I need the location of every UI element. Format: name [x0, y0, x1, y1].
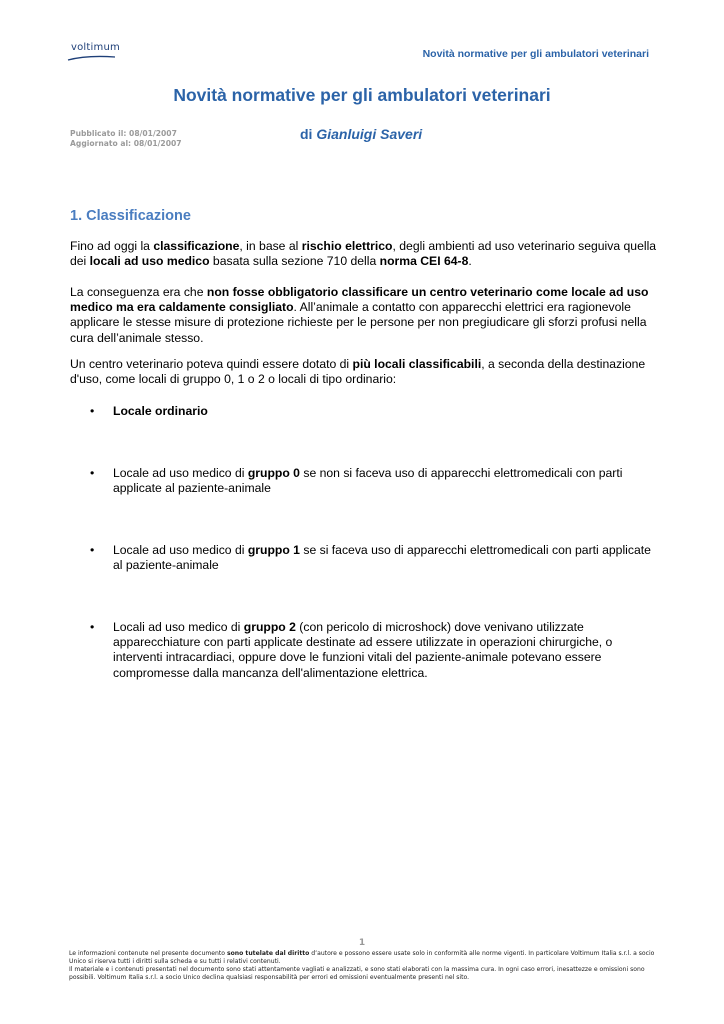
text-run: basata sulla sezione 710 della	[209, 254, 380, 269]
bold-text-run: gruppo 2	[243, 620, 296, 634]
text-run: , degli ambienti ad uso veterinario seguiva quella dei	[70, 239, 657, 269]
text-run: Locale ad uso medico di	[113, 466, 248, 480]
bold-text-run: gruppo 1	[247, 543, 300, 557]
list-item-text	[113, 466, 658, 496]
list-item-text	[113, 404, 658, 419]
text-run: Locale ad uso medico di	[113, 543, 248, 557]
author-name: Gianluigi Saveri	[316, 126, 423, 142]
list-item-text	[113, 543, 658, 573]
author-byline	[300, 126, 422, 142]
text-run: Il materiale e i contenuti presentati nel documento sono stati attentamente vagliati e analizzati, e sono stati elaborati con la massima cura. In ogni caso errori, inesattezze e omissioni sono possibili. Voltimum Italia s.r.l. a socio Unico declina qualsiasi responsabilità per errori ed omissioni eventualmente presenti nel sito.	[69, 966, 645, 981]
text-run: (con pericolo di microshock) dove venivano utilizzate apparecchiature con parti applicate destinate ad essere utilizzate in operazioni chirurgiche, o interventi intracardiaci, oppure dove le funzioni vitali del paziente-animale potevano essere compromesse dalla mancanza dell'alimentazione elettrica.	[113, 620, 613, 680]
bold-text-run: non fosse obbligatorio classificare un centro veterinario come locale ad uso medico ma era caldamente consigliato	[70, 285, 649, 315]
text-run: d’autore e possono essere usate solo in conformità alle norme vigenti. In particolare Voltimum Italia s.r.l. a socio Unico si riserva tutti i diritti sulla scheda e su tutti i relativi contenuti.	[69, 950, 655, 965]
text-run: , in base al	[239, 239, 302, 253]
text-run: se si faceva uso di apparecchi elettromedicali con parti applicate al paziente-animale	[113, 543, 651, 573]
text-run: Fino ad oggi la	[70, 239, 154, 253]
section-heading: 1. Classificazione	[70, 208, 191, 224]
text-run: La conseguenza era che	[70, 285, 207, 299]
legal-footer	[69, 950, 655, 982]
document-title: Novità normative per gli ambulatori veterinari	[173, 85, 551, 105]
bold-text-run: norma CEI 64-8	[379, 254, 469, 269]
text-run: . All’animale a contatto con apparecchi elettrici era ragionevole applicare le stesse misure di protezione richieste per le persone per non pregiudicare gli sforzi profusi nella cura dell’animale stesso.	[70, 300, 647, 345]
paragraph-veterinary-center	[70, 357, 660, 387]
text-run: Locali ad uso medico di	[113, 620, 244, 634]
published-date: Pubblicato il: 08/01/2007	[70, 129, 177, 138]
bold-text-run: locali ad uso medico	[89, 254, 210, 269]
bullet-icon: •	[90, 466, 95, 480]
bold-text-run: sono tutelate dal diritto	[226, 950, 310, 957]
logo-swoosh-icon	[67, 52, 117, 62]
text-run: , a seconda della destinazione d'uso, come locali di gruppo 0, 1 o 2 o locali di tipo ordinario:	[70, 357, 646, 387]
publication-meta	[70, 129, 182, 149]
bold-text-run: classificazione	[153, 239, 240, 253]
text-run: .	[468, 254, 472, 269]
voltimum-logo	[67, 42, 127, 64]
text-run: se non si faceva uso di apparecchi elettromedicali con parti applicate al paziente-animale	[113, 466, 623, 496]
bold-text-run: Locale ordinario	[113, 404, 208, 418]
text-run: Le informazioni contenute nel presente documento	[69, 950, 227, 957]
page-number: 1	[358, 938, 366, 948]
footer-disclaimer	[69, 966, 655, 982]
text-run: Un centro veterinario poteva quindi essere dotato di	[70, 357, 353, 371]
running-header: Novità normative per gli ambulatori veterinari	[422, 48, 649, 60]
bullet-icon: •	[90, 543, 95, 557]
bold-text-run: rischio elettrico	[301, 239, 393, 253]
bullet-icon: •	[90, 404, 95, 418]
bullet-icon: •	[90, 620, 95, 634]
byline-prefix: di	[300, 126, 317, 142]
logo-wordmark: voltimum	[71, 42, 120, 53]
bold-text-run: più locali classificabili	[352, 357, 482, 371]
footer-copyright	[69, 950, 655, 966]
bold-text-run: gruppo 0	[247, 466, 300, 480]
list-item-text	[113, 620, 658, 681]
paragraph-classification	[70, 239, 660, 269]
paragraph-consequence	[70, 285, 660, 346]
updated-date: Aggiornato al: 08/01/2007	[70, 139, 182, 148]
